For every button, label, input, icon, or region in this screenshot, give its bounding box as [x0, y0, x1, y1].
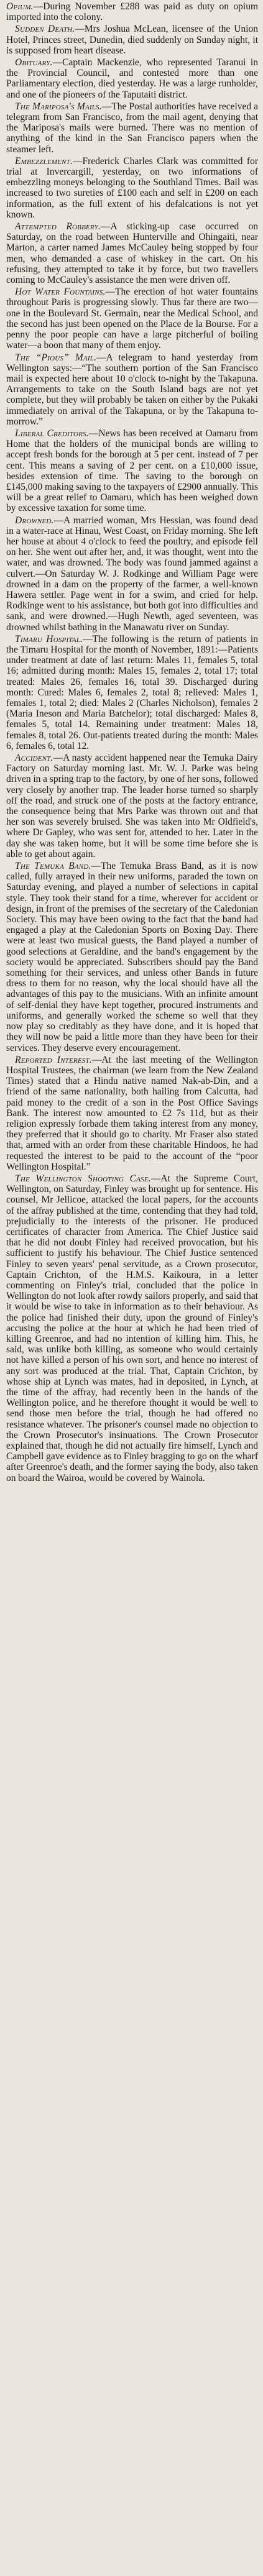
news-item-mariposa-mails: [6, 101, 258, 155]
news-item-attempted-robbery: [6, 221, 258, 285]
news-item-body: —A married woman, Mrs Hessian, was found dead in a water-race at Hinau, West Coast, on Friday morning. She left her house at about 4 o'clock to feed the poultry, and episode fell on her. She went out after her, and, it was thought, went into the water, and was drowned. The body was found jammed against a culvert.—On Saturday W. J. Rodkinge and William Page were drowned in a dam on the property of the farmer, a well-known Hawera settler. Page went in for a swim, and cried for help. Rodkinge went to his assistance, but both got into difficulties and sank, and were drowned.—Hugh Newth, aged seventeen, was drowned whilst bathing in the Manawatu river on Sunday.: [6, 515, 258, 633]
news-item-body: —The following is the return of patients in the Timaru Hospital for the month of November, 1891:—Patients under treatment at date of last return: Males 11, females 5, total 16; admitted during month: Males 15, females 2, total 17; total treated: Males 26, females 16, total 39. Discharged during month: Cured: Males 6, females 2, total 8; relieved: Males 1, females 1, total 2; died: Males 2 (Charles Nicholson), females 2 (Maria Ineson and Maria Batchelor); total discharged: Males 8, females 5, total 14. Remaining under treatment: Males 18, females 8, total 26. Out-patients treated during the month: Males 6, females 6, total 12.: [6, 633, 258, 751]
news-item-heading: Hot Water Fountains.: [15, 286, 106, 298]
news-item-body: —At the Supreme Court, Wellington, on Saturday, Finley was brought up for sentence. His counsel, Mr Jellicoe, attacked the local papers, for the accounts of the affray published at the time, contending that they had told, prejudicially to the interests of the prisoner. He produced certificates of character from America. The Chief Justice said that he did not doubt Finley had received provocation, but his sufficient to justify his behaviour. The Chief Justice sentenced Finley to seven years' penal servitude, as a Crown prosecutor, Captain Crichton, of the H.M.S. Kaikoura, in a letter commenting on Finley's trial, concluded that the police in Wellington do not look after rowdy sailors properly, and said that it would be wise to take in information as to their behaviour. As the police had finished their duty, upon the ground of Finley's accusing the police at the hour at which he had been tried of killing Greenroe, and had no intention of killing him. This, he said, was unlike both killing, as someone who would certainly not have killed a person of his own sort, and hence no interest of any sort was produced at the trial. That, Captain Crichton, by whose ship at Lynch was mates, had in deposited, in Lynch, at the time of the affray, had recently been in the hands of the Wellington police, and he therefore thought it would be well to send those men before the trial, though he had offered no resistance whatever. The prisoner's counsel made no objection to the Crown Prosecutor's insinuations. The Crown Prosecutor explained that, though he did not actually fire himself, Lynch and Campbell gave evidence as to Finley bragging to go on the wharf after Greenroe's death, and the former saying the body, also taken on board the Wairoa, would be covered by Wainola.: [6, 1173, 258, 1483]
news-item-heading: Drowned.: [15, 515, 54, 526]
news-item-heading: The Mariposa's Mails.: [15, 101, 102, 112]
news-item-body: —The erection of hot water fountains throughout Paris is progressing slowly. Thus far there are two—one in the Boulevard St. Germain, near the Medical School, and the second has just been opened on the Place de la Bourse. For a penny the poor people can have a large pitcherful of boiling water—a boon that many of them enjoy.: [6, 286, 258, 351]
news-item-wellington-shooting-case: [6, 1173, 258, 1483]
news-item-heading: Accident.: [15, 753, 53, 764]
news-item-heading: The Temuka Band.: [15, 861, 91, 872]
news-item-liberal-creditors: [6, 428, 258, 514]
news-item-obituary: [6, 57, 258, 100]
news-item-reported-interest: [6, 1055, 258, 1172]
news-item-body: —Captain Mackenzie, who represented Taranui in the Provincial Council, and contested more than one Parliamentary election, died yesterday. He was a large runholder, and one of the pioneers of the Taputaiti district.: [6, 57, 258, 100]
news-item-heading: Attempted Robbery.: [15, 221, 101, 232]
news-item-body: —The Temuka Brass Band, as it is now called, fully arrayed in their new uniforms, paraded the town on Saturday evening, and played a number of selections in capital style. They took their stand for a time, wherever for accident or design, in front of the premises of the secretary of the Caledonian Society. This may have been owing to the fact that the band had engaged a play at the Caledonian Sports on Boxing Day. There were at least two musical guests, the Band played a number of good selections at Geraldine, and the band's engagement by the society would be appreciated. Subscribers should pay the Band something for their services, and unless other Bands in future dress to them for no reason, why the local should have all the advantages of this pay to the musicians. With an infinite amount of self-denial they have kept together, procured instruments and uniforms, and generally worked the scheme so well that they now play so creditably as they have done, and it is hoped that they will now be paid a little more than they have been for their services. They deserve every encouragement.: [6, 861, 258, 1053]
news-item-body: —Frederick Charles Clark was committed for trial at Invercargill, yesterday, on two informations of embezzling moneys belonging to the Southland Times. Bail was increased to two sureties of £100 each and self in £200 on each information, as the full extent of his defalcations is not yet known.: [6, 155, 258, 220]
news-item-body: —At the last meeting of the Wellington Hospital Trustees, the chairman (we learn from the New Zealand Times) stated that a Hindu native named Nak-ab-Din, and a friend of the same nationality, both hailing from Calcutta, had paid money to the credit of a son in the Post Office Savings Bank. The interest now amounted to £2 7s 11d, but as their religion expressly forbade them taking interest from any money, they preferred that it should go to charity. Mr Fraser also stated that, armed with an order from these charitable Hindoos, he had requested the interest to be paid to the account of the “poor Wellington Hospital.”: [6, 1054, 258, 1172]
news-item-body: —The Postal authorities have received a telegram from San Francisco, from the mail agent, denying that the Mariposa's mails were burned. There was no mention of anything of the kind in the San Francisco papers when the steamer left.: [6, 101, 258, 155]
news-item-hot-water-fountains: [6, 286, 258, 351]
news-item-sudden-death: [6, 24, 258, 56]
news-item-embezzlement: [6, 156, 258, 220]
news-item-pious-mail: [6, 352, 258, 427]
news-item-timaru-hospital: [6, 634, 258, 751]
news-item-body: —Mrs Joshua McLean, licensee of the Union Hotel, Princes street, Dunedin, died suddenly on Sunday night, it is supposed from heart disease.: [6, 24, 258, 56]
news-item-heading: The “Pious” Mail.: [15, 352, 97, 363]
news-item-temuka-band: [6, 861, 258, 1053]
news-item-heading: Reported Interest.: [15, 1054, 92, 1065]
news-item-heading: Opium.: [6, 1, 34, 12]
news-item-heading: Sudden Death.: [15, 24, 75, 35]
news-item-body: —News has been received at Oamaru from Home that the holders of the municipal bonds are willing to accept fresh bonds for the borough at 5 per cent. instead of 7 per cent. This means a saving of 2 per cent. on a £10,000 issue, besides extension of time. The saving to the borough on £145,000 making saving to the taxpayers of £2900 annually. This will be a great relief to Oamaru, which has been weighed down by excessive taxation for some time.: [6, 428, 258, 514]
news-item-accident: [6, 753, 258, 859]
news-item-drowned: [6, 515, 258, 633]
news-item-opium: [6, 1, 258, 22]
news-item-heading: The Wellington Shooting Case.: [15, 1173, 151, 1184]
news-item-body: —A telegram to hand yesterday from Wellington says:—“The southern portion of the San Francisco mail is expected here about 10 o'clock to-night by the Takapuna. Arrangements to take on the South Island bags are not yet complete, but they will probably be taken on either by the Pukaki immediately on arrival of the Takapuna, or by the Takapuna to-morrow.”: [6, 352, 258, 427]
news-item-body: —A nasty accident happened near the Temuka Dairy Factory on Saturday morning last. Mr. W. J. Parke was being driven in a spring trap to the factory, by one of her sons, followed very closely by another trap. The leader horse turned so sharply off the road, and struck one of the posts at the factory entrance, the consequence being that Mrs Parke was thrown out and that her son was severely bruised. She was taken into Mr Oldfield's, where Dr Gapley, who was sent for, attended to her. Later in the day she was taken home, but it will be some time before she is able to get about again.: [6, 753, 258, 859]
news-item-body: —A sticking-up case occurred on Saturday, on the road between Hunterville and Ohingaiti, near Marton, a carter named James McCauley being stopped by four men, who demanded a case of whiskey in the cart. On his refusing, they attempted to take it by force, but two travellers coming to McCauley's assistance the men were driven off.: [6, 221, 258, 286]
news-item-heading: Timaru Hospital.: [15, 633, 83, 644]
news-item-heading: Obituary.: [15, 57, 53, 68]
news-item-heading: Embezzlement.: [15, 155, 73, 167]
news-item-heading: Liberal Creditors.: [15, 428, 89, 439]
news-item-body: —During November £288 was paid as duty on opium imported into the colony.: [6, 1, 258, 23]
